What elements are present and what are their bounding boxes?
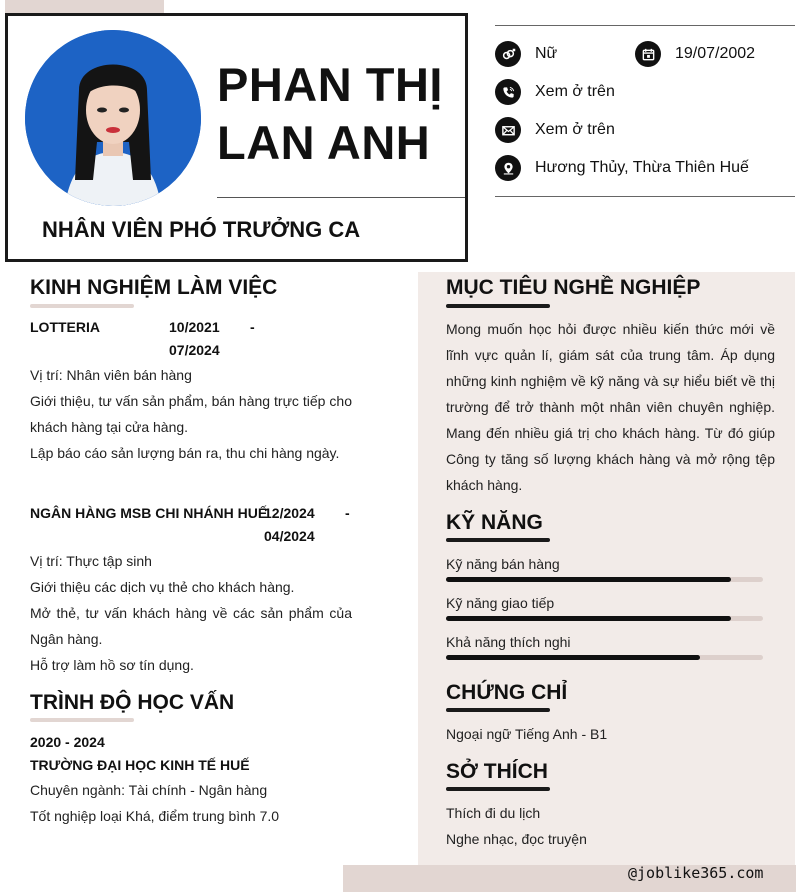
education-years: 2020 - 2024 (30, 734, 105, 750)
skills-heading: KỸ NĂNG (446, 511, 543, 534)
gender-value: Nữ (535, 45, 558, 62)
divider (495, 196, 795, 197)
job-date-end: 07/2024 (169, 342, 220, 358)
avatar (25, 30, 201, 206)
job-company: LOTTERIA (30, 319, 100, 335)
heading-underline (30, 304, 134, 308)
skill-label: Khả năng thích nghi (446, 634, 571, 650)
divider (217, 197, 465, 198)
skill-bar-fill (446, 577, 731, 582)
heading-underline (446, 708, 550, 712)
name-line-1: PHAN THỊ (217, 58, 443, 111)
heading-underline (30, 718, 134, 722)
heading-underline (446, 538, 550, 542)
objective-text: Mong muốn học hỏi được nhiều kiến thức mới về lĩnh vực quản lí, giám sát của trung tâm. Áp dụng những kinh nghiệm về kỹ năng và sự hiểu biết về thị trường để trở thành một nhân viên chuyên nghiệp. Mang đến nhiều giá trị cho khách hàng. Từ đó giúp Công ty tăng số lượng khách hàng và mở rộng tệp khách hàng. (446, 321, 775, 493)
gender-icon (495, 41, 521, 67)
email-value: Xem ở trên (535, 121, 615, 138)
job-detail-line: Mở thẻ, tư vấn khách hàng về các sản phẩm của Ngân hàng. (30, 605, 352, 647)
address-value: Hương Thủy, Thừa Thiên Huế (535, 159, 749, 176)
skill-label: Kỹ năng giao tiếp (446, 595, 555, 611)
job-detail-line: Giới thiệu các dịch vụ thẻ cho khách hàng. (30, 579, 295, 595)
job-detail-line: Lập báo cáo sản lượng bán ra, thu chi hàng ngày. (30, 445, 340, 461)
job-detail-line: Vị trí: Thực tập sinh (30, 553, 152, 569)
hobbies-heading: SỞ THÍCH (446, 760, 548, 783)
job-company: NGÂN HÀNG MSB CHI NHÁNH HUẾ (30, 505, 268, 521)
education-school: TRƯỜNG ĐẠI HỌC KINH TẾ HUẾ (30, 757, 250, 773)
phone-icon (495, 79, 521, 105)
certificate-item: Ngoại ngữ Tiếng Anh - B1 (446, 726, 608, 742)
education-major: Chuyên ngành: Tài chính - Ngân hàng (30, 782, 268, 798)
job-details (30, 548, 352, 678)
job-date-start: 10/2021 (169, 319, 220, 335)
email-icon (495, 117, 521, 143)
heading-underline (446, 304, 550, 308)
divider (495, 25, 795, 26)
skill-bar (446, 616, 763, 621)
contact-address (495, 155, 749, 181)
job-date-dash: - (345, 505, 350, 521)
job-details (30, 362, 352, 466)
education-heading: TRÌNH ĐỘ HỌC VẤN (30, 691, 235, 714)
certificates-heading: CHỨNG CHỈ (446, 681, 568, 704)
full-name (217, 56, 443, 172)
job-date-start: 12/2024 (264, 505, 315, 521)
objective-heading: MỤC TIÊU NGHỀ NGHIỆP (446, 276, 701, 299)
skill-bar-fill (446, 616, 731, 621)
skill-bar (446, 655, 763, 660)
experience-heading: KINH NGHIỆM LÀM VIỆC (30, 276, 278, 299)
hobby-item: Nghe nhạc, đọc truyện (446, 831, 587, 847)
skill-bar-fill (446, 655, 700, 660)
job-detail-line: Hỗ trợ làm hồ sơ tín dụng. (30, 657, 194, 673)
watermark-text: @joblike365.com (628, 864, 764, 882)
job-detail-line: Giới thiệu, tư vấn sản phẩm, bán hàng trực tiếp cho khách hàng tại cửa hàng. (30, 393, 352, 435)
contact-birthdate (635, 41, 755, 67)
calendar-icon (635, 41, 661, 67)
phone-value: Xem ở trên (535, 83, 615, 100)
education-result: Tốt nghiệp loại Khá, điểm trung bình 7.0 (30, 808, 280, 824)
skill-label: Kỹ năng bán hàng (446, 556, 560, 572)
job-detail-line: Vị trí: Nhân viên bán hàng (30, 367, 192, 383)
heading-underline (446, 787, 550, 791)
birthdate-value: 19/07/2002 (675, 45, 756, 62)
job-title: NHÂN VIÊN PHÓ TRƯỞNG CA (42, 217, 361, 242)
hobby-item: Thích đi du lịch (446, 805, 541, 821)
skill-bar (446, 577, 763, 582)
job-date-dash: - (250, 319, 255, 335)
name-line-2: LAN ANH (217, 116, 431, 169)
job-date-end: 04/2024 (264, 528, 315, 544)
location-icon (495, 155, 521, 181)
contact-gender (495, 41, 557, 67)
contact-email (495, 117, 615, 143)
contact-phone (495, 79, 615, 105)
